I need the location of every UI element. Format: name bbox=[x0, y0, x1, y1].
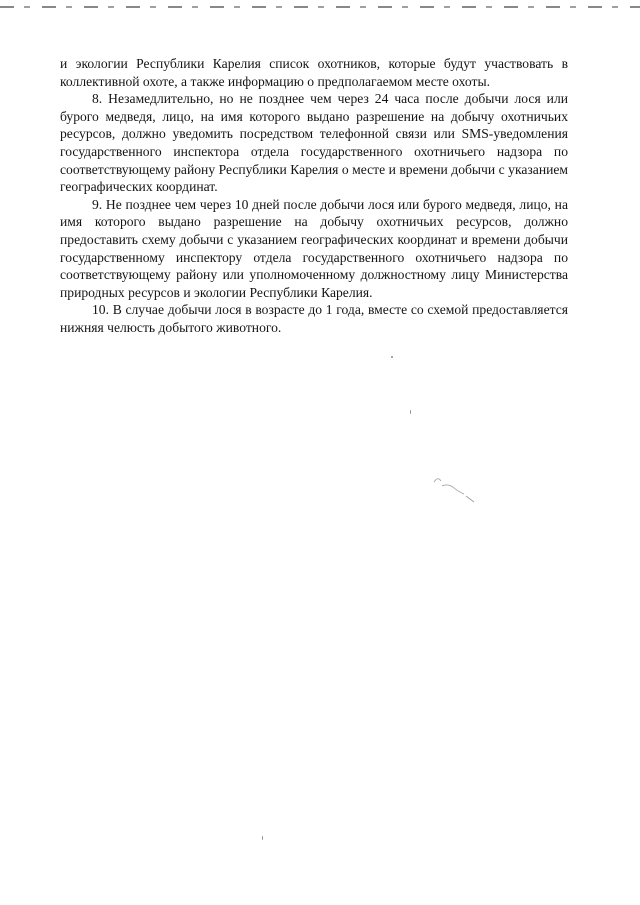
scan-speck bbox=[410, 410, 411, 414]
scan-speck bbox=[391, 356, 393, 358]
scan-speck bbox=[262, 836, 263, 840]
paragraph-item-8: 8. Незамедлительно, но не позднее чем через 24 часа после добычи лося или бурого медведя, лицо, на имя которого выдано разрешение на добычу охотничьих ресурсов, должно уведомить посредством телефонной связи или SMS-уведомления государственного инспектора отдела государственного охотничьего надзора по соответствующему району Республики Карелия о месте и времени добычи с указанием географических координат. bbox=[60, 91, 568, 195]
document-body bbox=[60, 55, 568, 337]
paragraph-continuation: и экологии Республики Карелия список охотников, которые будут участвовать в коллективной охоте, а также информацию о предполагаемом месте охоты. bbox=[60, 56, 568, 89]
faint-mark bbox=[430, 468, 480, 504]
scan-edge-artifact bbox=[0, 6, 640, 8]
paragraph-item-10: 10. В случае добычи лося в возрасте до 1 года, вместе со схемой предоставляется нижняя челюсть добытого животного. bbox=[60, 302, 568, 335]
paragraph-item-9: 9. Не позднее чем через 10 дней после добычи лося или бурого медведя, лицо, на имя которого выдано разрешение на добычу охотничьих ресурсов, должно предоставить схему добычи с указанием географических координат и времени добычи государственному инспектору отдела государственного охотничьего надзора по соответствующему району или уполномоченному должностному лицу Министерства природных ресурсов и экологии Республики Карелия. bbox=[60, 196, 568, 300]
